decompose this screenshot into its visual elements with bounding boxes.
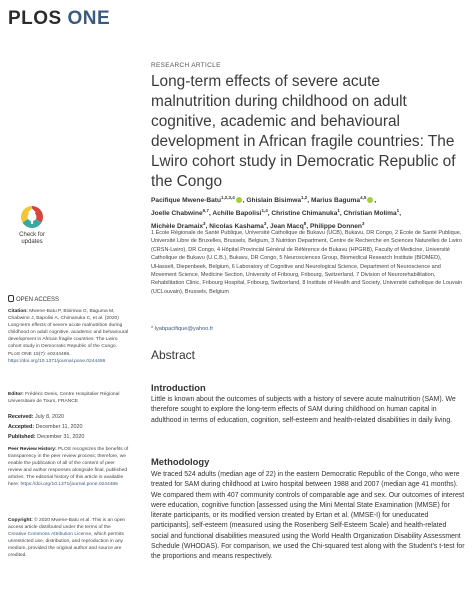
author-name[interactable]: Joelle Chabwine — [151, 210, 203, 218]
received-date: July 8, 2020 — [34, 414, 65, 420]
methodology-text: We traced 524 adults (median age of 22) in the eastern Democratic Republic of the Congo, who were treated for SAM during childhood at Lwiro hospital between 1988 and 2007 (median age 41 months). We compared them with 407 community controls of comparable age and sex. Our outcomes of interest were education, cognitive function [assessed using the Mini Mental State Examination (MMSE) for literate participants, or its modified version created by Ertan et al. (MMSE-I) for uneducated participants], self-esteem (measured using the Rosenberg Self-Esteem Scale) and health-related social and functional disabilities measured using the World Health Organization Disability Assessment Schedule (WHODAS). For comparison, we used the Chi-squared test along with the Student’s t-test for the proportions and means respectively. — [151, 471, 465, 561]
check-updates-line1: Check for — [19, 232, 45, 238]
author-list — [151, 193, 463, 233]
author-affiliation-marker: 4,5 — [360, 195, 367, 200]
author-separator: , — [242, 197, 247, 205]
author-name[interactable]: Ghislain Bisimwa — [246, 197, 302, 205]
author-separator: , — [208, 210, 213, 218]
author-name[interactable]: Nicolas Kashama — [209, 223, 264, 231]
journal-logo-plos: PLOS — [8, 8, 62, 29]
orcid-icon[interactable] — [236, 197, 242, 203]
author-name[interactable]: Achille Bapolisi — [212, 210, 262, 218]
published-block — [8, 434, 130, 441]
author-name[interactable]: Philippe Donnen — [309, 223, 362, 231]
check-updates-line2: updates — [21, 239, 43, 245]
copyright-text: © 2020 Mwene-Batu et al. This is an open access article distributed under the terms of the — [8, 518, 126, 531]
citation-doi-link[interactable]: https://doi.org/10.1371/journal.pone.0244486 — [8, 358, 106, 364]
author-separator: , — [267, 210, 272, 218]
author-affiliation-marker: 1 — [396, 208, 400, 214]
author-line — [151, 193, 463, 206]
author-separator: , — [339, 210, 344, 218]
author-separator: , — [306, 223, 310, 231]
citation-label: Citation: — [8, 309, 28, 314]
peer-review-block — [8, 446, 130, 489]
author-separator: , — [307, 197, 311, 205]
open-access-badge — [8, 295, 59, 303]
author-affiliation-marker: 1,2 — [301, 195, 308, 200]
license-link[interactable]: Creative Commons Attribution License — [8, 532, 92, 538]
accepted-date: December 11, 2020 — [35, 424, 83, 430]
author-separator: , — [399, 210, 402, 218]
article-title: Long-term effects of severe acute malnutrition during childhood on adult cognitive, academic and behavioural development in African fragile countries: The Lwiro cohort study in Democratic Republic of the Congo — [151, 73, 456, 190]
journal-logo[interactable] — [8, 8, 110, 30]
open-lock-icon — [8, 295, 14, 302]
author-affiliation-marker: 3 — [203, 221, 206, 227]
author-name[interactable]: Christian Molima — [343, 210, 397, 218]
author-name[interactable]: Michèle Dramaix — [151, 223, 204, 231]
author-affiliation-marker: 8 — [303, 221, 307, 227]
peer-review-text: PLOS recognizes the benefits of transparency in the peer review process; therefore, we enable the publication of all of the content of peer review and author responses alongside final, published articles. The editorial history of this article is available here: — [8, 447, 129, 488]
received-label: Received: — [8, 414, 34, 420]
abstract-heading: Abstract — [151, 348, 196, 362]
author-name[interactable]: Christine Chimanuka — [271, 210, 338, 218]
peer-review-label: Peer Review History: — [8, 447, 57, 452]
author-separator: , — [205, 223, 210, 231]
editor-label: Editor: — [8, 392, 24, 397]
received-block — [8, 414, 130, 421]
article-type: RESEARCH ARTICLE — [151, 62, 221, 69]
orcid-icon[interactable] — [367, 197, 373, 203]
copyright-block — [8, 517, 130, 560]
copyright-label: Copyright: — [8, 518, 33, 523]
author-name[interactable]: Marius Baguma — [310, 197, 361, 205]
author-affiliation-marker: 3 — [361, 221, 365, 227]
author-name[interactable]: Pacifique Mwene-Batu — [151, 197, 221, 205]
author-affiliation-marker: 3 — [263, 221, 267, 227]
author-affiliation-marker: 1,2,3,4 — [220, 195, 235, 200]
check-for-updates-button[interactable] — [12, 204, 52, 246]
author-affiliation-marker: 1,4 — [261, 208, 268, 214]
copyright-text-end: , which permits unrestricted use, distribution, and reproduction in any medium, provided the original author and source are credited. — [8, 532, 124, 559]
author-separator: , — [374, 197, 377, 205]
accepted-label: Accepted: — [8, 424, 35, 430]
open-access-label: OPEN ACCESS — [16, 297, 60, 303]
citation-text: Mwene-Batu P, Bisimwa G, Baguma M, Chabwine J, Bapolisi A, Chimanuka C, et al. (2020) Long-term effects of severe acute malnutrition during childhood on adult cognitive, academic and behavioural development in African fragile countries: The Lwiro cohort study in Democratic Republic of the Congo. PLoS ONE 15(7): e0244486. — [8, 309, 129, 357]
accepted-block — [8, 424, 130, 431]
citation-block — [8, 308, 130, 365]
author-affiliation-marker: 1 — [337, 208, 340, 214]
author-line — [151, 206, 463, 219]
editor-block — [8, 391, 130, 405]
introduction-heading: Introduction — [151, 382, 206, 393]
author-name[interactable]: Jean Macq — [270, 223, 304, 231]
crossmark-icon — [19, 204, 45, 230]
journal-logo-one: ONE — [67, 8, 111, 29]
introduction-text: Little is known about the outcomes of subjects with a history of severe acute malnutrition (SAM). We therefore sought to explore the long-term effects of SAM during childhood on human capital in adulthood in terms of education, cognition, self-esteem and health-related disabilities in daily living. — [151, 396, 456, 424]
peer-review-link[interactable]: https://doi.org/10.1371/journal.pone.0244486 — [20, 482, 118, 488]
affiliations: 1 École Régionale de Santé Publique, Université Catholique de Bukavu (UCB), Bukavu, DR Congo, 2 École de Santé Publique, Université Libre de Bruxelles, Brussels, Belgium, 3 Nutrition Department, Centre de Recherche en Sciences Naturelles de Lwiro (CRSN-Lwiro), DR Congo, 4 Hôpital Provincial Général de Référence de Bukavu (HPGRB), Faculty of Medicine, Université Catholique de Bukavu (U.C.B.), Bukavu, DR Congo, 5 Neurosciences Group, Biomedical Research Institute (BIOMED), UHasselt, Diepenbeek, Belgium, 6 Laboratory of Cognitive and Neurological Science, Department of Neuroscience and Movement Science, Medicine Section, University of Fribourg, Fribourg, Switzerland, 7 Division of Neurorehabilitation, Rehabilitation Clinic, Fribourg Hospital, Fribourg, Switzerland, 8 Institute of Health and Society, Université catholique de Louvain (UCLouvain), Brussels, Belgium — [151, 230, 463, 295]
published-date: December 31, 2020 — [37, 434, 85, 440]
methodology-heading: Methodology — [151, 456, 210, 467]
author-separator: , — [266, 223, 271, 231]
editor-text: Frédéric Denis, Centre Hospitalier Régional Universitaire de Tours, FRANCE — [8, 392, 120, 405]
published-label: Published: — [8, 434, 36, 440]
author-affiliation-marker: 6,7 — [202, 208, 209, 214]
corresponding-email[interactable]: * lyabpacifique@yahoo.fr — [151, 326, 214, 332]
